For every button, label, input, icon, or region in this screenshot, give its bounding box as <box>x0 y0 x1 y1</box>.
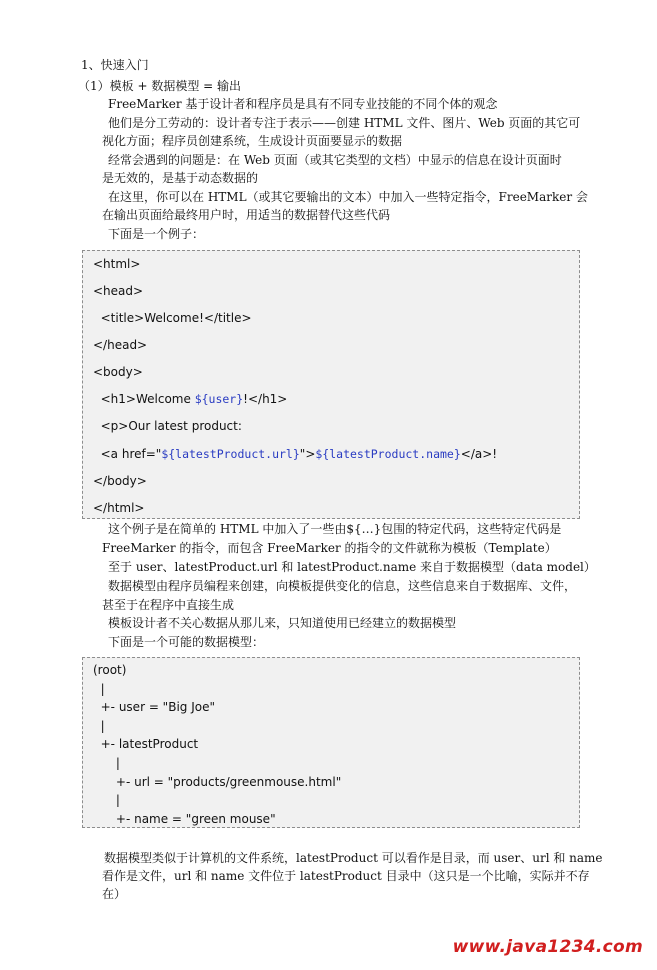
code-text: <a href=" <box>93 447 162 461</box>
bullet-text: 在这里，你可以在 HTML（或其它要输出的文本）中加入一些特定指令，FreeMarker 会 <box>108 190 588 204</box>
bullet-continuation: 视化方面；程序员创建系统，生成设计页面要显示的数据 <box>102 134 403 148</box>
code-text: </a>! <box>460 447 498 461</box>
bullet-text: 这个例子是在简单的 HTML 中加入了一些由${…}包围的特定代码，这些特定代码是 <box>108 522 562 536</box>
code-line: +- latestProduct <box>93 737 199 751</box>
code-line: | <box>93 756 120 770</box>
code-text: "> <box>299 447 316 461</box>
paragraph-line: 看作是文件，url 和 name 文件位于 latestProduct 目录中（这只是一个比喻，实际并不存 <box>102 869 590 883</box>
bullet-continuation: FreeMarker 的指令，而包含 FreeMarker 的指令的文件就称为模板（Template） <box>102 541 557 555</box>
code-line: +- url = "products/greenmouse.html" <box>93 775 342 789</box>
subsection-title: （1）模板 + 数据模型 = 输出 <box>78 79 242 93</box>
code-line: | <box>93 793 120 807</box>
code-line: <head> <box>93 284 144 298</box>
code-line: +- user = "Big Joe" <box>93 700 215 714</box>
code-line: <body> <box>93 365 143 379</box>
bullet-text: 下面是一个可能的数据模型： <box>108 635 265 649</box>
paragraph-line: 在） <box>102 887 127 901</box>
bullet-text: 他们是分工劳动的：设计者专注于表示——创建 HTML 文件、图片、Web 页面的其它可 <box>108 116 581 130</box>
bullet-text: 模板设计者不关心数据从那儿来，只知道使用已经建立的数据模型 <box>108 616 457 630</box>
bullet-text: 至于 user、latestProduct.url 和 latestProduct.name 来自于数据模型（data model） <box>108 560 596 574</box>
code-line: (root) <box>93 663 127 677</box>
footer-watermark-link[interactable]: www.java1234.com <box>452 937 643 957</box>
bullet-text: 数据模型由程序员编程来创建，向模板提供变化的信息，这些信息来自于数据库、文件， <box>108 579 577 593</box>
paragraph-line: 数据模型类似于计算机的文件系统，latestProduct 可以看作是目录，而 user、url 和 name <box>104 851 603 865</box>
template-variable: ${user} <box>194 392 244 406</box>
code-line: <html> <box>93 257 141 271</box>
code-line: </head> <box>93 338 148 352</box>
bullet-continuation: 在输出页面给最终用户时，用适当的数据替代这些代码 <box>102 208 391 222</box>
template-variable: ${latestProduct.url} <box>161 447 300 461</box>
section-title: 1、快速入门 <box>81 58 149 72</box>
code-line-h1 <box>93 391 287 407</box>
bullet-continuation: 是无效的，是基于动态数据的 <box>102 171 259 185</box>
code-line: | <box>93 682 105 696</box>
code-text: !</h1> <box>243 392 288 406</box>
bullet-text: 下面是一个例子： <box>108 227 205 241</box>
code-line-anchor <box>93 446 497 462</box>
data-model-code-box <box>82 657 580 828</box>
code-line: </body> <box>93 474 147 488</box>
bullet-text: 经常会遇到的问题是：在 Web 页面（或其它类型的文档）中显示的信息在设计页面时 <box>108 153 562 167</box>
template-code-box <box>82 250 580 519</box>
code-line: <title>Welcome!</title> <box>93 311 252 325</box>
template-variable: ${latestProduct.name} <box>315 447 461 461</box>
code-line: | <box>93 719 105 733</box>
code-line: <p>Our latest product: <box>93 419 242 433</box>
code-line: +- name = "green mouse" <box>93 812 276 826</box>
code-text: <h1>Welcome <box>93 392 195 406</box>
code-line: </html> <box>93 501 145 515</box>
bullet-continuation: 甚至于在程序中直接生成 <box>102 598 235 612</box>
bullet-text: FreeMarker 基于设计者和程序员是具有不同专业技能的不同个体的观念 <box>108 97 498 111</box>
